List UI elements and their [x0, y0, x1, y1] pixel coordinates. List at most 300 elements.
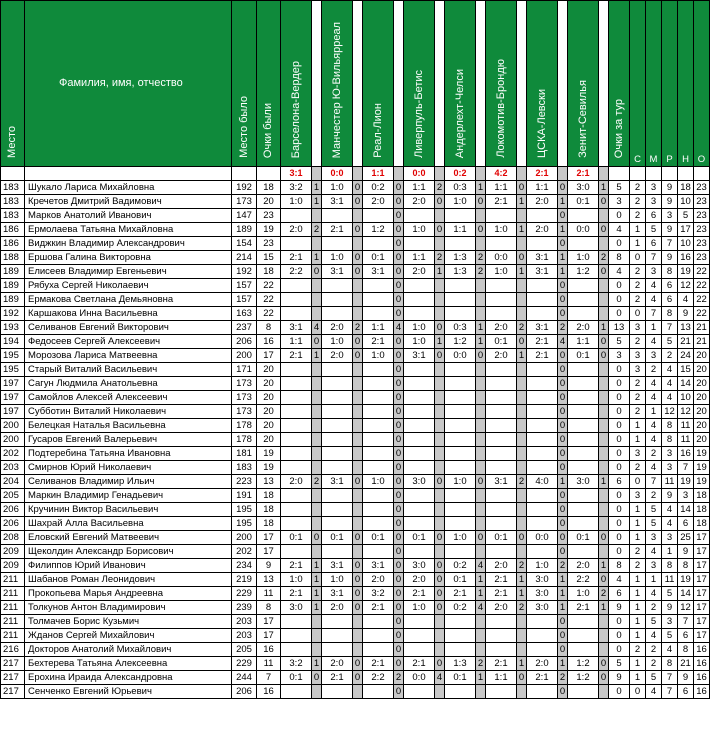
- prediction-score-cell: [353, 237, 363, 251]
- prediction-cell: [568, 461, 599, 475]
- r-cell: 3: [662, 447, 678, 461]
- n-cell: 11: [678, 419, 694, 433]
- table-row: [1, 531, 710, 545]
- prediction-score-cell: 2: [517, 321, 527, 335]
- prediction-cell: 2:1: [322, 671, 353, 685]
- c-cell: 1: [630, 657, 646, 671]
- header-name: Фамилия, имя, отчество: [25, 1, 232, 167]
- place-cell: 188: [1, 251, 25, 265]
- table-row: [1, 461, 710, 475]
- tour-points-cell: 0: [609, 293, 630, 307]
- o-cell: 17: [694, 615, 710, 629]
- place-cell: 192: [1, 307, 25, 321]
- prediction-score-cell: [312, 209, 322, 223]
- prediction-cell: [486, 629, 517, 643]
- results-blank: [662, 167, 678, 181]
- prediction-score-cell: [517, 685, 527, 699]
- prediction-score-cell: 1: [312, 195, 322, 209]
- prediction-score-cell: 1: [517, 573, 527, 587]
- prediction-cell: [568, 545, 599, 559]
- prediction-cell: 0:1: [568, 531, 599, 545]
- prediction-score-cell: 0: [394, 307, 404, 321]
- r-cell: 5: [662, 629, 678, 643]
- prediction-score-cell: 0: [394, 433, 404, 447]
- points-before-cell: 22: [257, 279, 281, 293]
- prediction-cell: 3:1: [527, 321, 558, 335]
- prediction-cell: [445, 685, 476, 699]
- c-cell: 0: [630, 251, 646, 265]
- o-cell: 22: [694, 293, 710, 307]
- prediction-cell: [445, 643, 476, 657]
- prediction-score-cell: [599, 391, 609, 405]
- name-cell: Сенченко Евгений Юрьевич: [25, 685, 232, 699]
- tour-points-cell: 0: [609, 377, 630, 391]
- prediction-cell: 2:1: [568, 601, 599, 615]
- prediction-cell: [527, 391, 558, 405]
- prediction-cell: [445, 307, 476, 321]
- tour-points-cell: 0: [609, 237, 630, 251]
- o-cell: 17: [694, 559, 710, 573]
- place-cell: 211: [1, 629, 25, 643]
- prediction-score-cell: [312, 685, 322, 699]
- m-cell: 2: [646, 489, 662, 503]
- place-before-cell: 205: [232, 643, 257, 657]
- results-blank: [517, 167, 527, 181]
- prediction-cell: [322, 643, 353, 657]
- prediction-cell: [322, 685, 353, 699]
- prediction-cell: 0:3: [445, 181, 476, 195]
- prediction-score-cell: 0: [517, 531, 527, 545]
- prediction-score-cell: [353, 461, 363, 475]
- table-row: [1, 671, 710, 685]
- c-cell: 2: [630, 195, 646, 209]
- prediction-score-cell: 0: [558, 531, 568, 545]
- prediction-score-cell: [353, 685, 363, 699]
- prediction-score-cell: 0: [353, 181, 363, 195]
- prediction-score-cell: 0: [353, 657, 363, 671]
- prediction-cell: 2:0: [322, 349, 353, 363]
- prediction-score-cell: 1: [312, 251, 322, 265]
- c-cell: 1: [630, 503, 646, 517]
- o-cell: 19: [694, 475, 710, 489]
- prediction-score-cell: 0: [394, 251, 404, 265]
- o-cell: 17: [694, 601, 710, 615]
- prediction-cell: 0:0: [445, 349, 476, 363]
- prediction-cell: 1:2: [445, 335, 476, 349]
- prediction-cell: [445, 615, 476, 629]
- prediction-cell: 1:0: [322, 251, 353, 265]
- prediction-cell: 3:0: [281, 601, 312, 615]
- prediction-cell: 0:0: [568, 223, 599, 237]
- prediction-score-cell: [517, 209, 527, 223]
- prediction-cell: [322, 461, 353, 475]
- n-cell: 6: [678, 629, 694, 643]
- m-cell: 2: [646, 363, 662, 377]
- prediction-cell: 2:2: [363, 671, 394, 685]
- n-cell: 13: [678, 321, 694, 335]
- prediction-cell: [527, 517, 558, 531]
- prediction-cell: 1:1: [363, 321, 394, 335]
- prediction-score-cell: 1: [476, 335, 486, 349]
- c-cell: 1: [630, 531, 646, 545]
- prediction-score-cell: [435, 433, 445, 447]
- prediction-cell: 2:0: [486, 349, 517, 363]
- prediction-score-cell: [435, 419, 445, 433]
- m-cell: 5: [646, 671, 662, 685]
- c-cell: 1: [630, 517, 646, 531]
- prediction-score-cell: 0: [312, 335, 322, 349]
- prediction-score-cell: [476, 377, 486, 391]
- prediction-score-cell: [435, 503, 445, 517]
- prediction-score-cell: 0: [599, 671, 609, 685]
- c-cell: 0: [630, 307, 646, 321]
- prediction-cell: 4:0: [527, 475, 558, 489]
- name-cell: Селиванов Владимир Ильич: [25, 475, 232, 489]
- prediction-score-cell: 2: [599, 587, 609, 601]
- o-cell: 16: [694, 671, 710, 685]
- m-cell: 3: [646, 195, 662, 209]
- r-cell: 3: [662, 531, 678, 545]
- prediction-cell: [363, 433, 394, 447]
- prediction-cell: [568, 293, 599, 307]
- name-cell: Селиванов Евгений Викторович: [25, 321, 232, 335]
- tour-points-cell: 0: [609, 531, 630, 545]
- prediction-cell: 2:1: [486, 573, 517, 587]
- prediction-score-cell: 0: [353, 251, 363, 265]
- prediction-cell: 2:0: [486, 559, 517, 573]
- name-cell: Докторов Анатолий Михайлович: [25, 643, 232, 657]
- prediction-score-cell: [435, 545, 445, 559]
- prediction-score-cell: 0: [312, 265, 322, 279]
- table-row: [1, 237, 710, 251]
- r-cell: 4: [662, 391, 678, 405]
- prediction-score-cell: [435, 391, 445, 405]
- prediction-cell: [486, 307, 517, 321]
- prediction-score-cell: 1: [599, 601, 609, 615]
- match-result: 2:1: [527, 167, 558, 181]
- prediction-cell: [527, 307, 558, 321]
- prediction-score-cell: 0: [476, 531, 486, 545]
- name-cell: Бехтерева Татьяна Алексеевна: [25, 657, 232, 671]
- o-cell: 23: [694, 223, 710, 237]
- place-before-cell: 192: [232, 265, 257, 279]
- prediction-cell: 3:1: [363, 265, 394, 279]
- prediction-score-cell: [353, 209, 363, 223]
- o-cell: 22: [694, 307, 710, 321]
- prediction-cell: [568, 419, 599, 433]
- place-cell: 183: [1, 181, 25, 195]
- prediction-score-cell: 0: [599, 657, 609, 671]
- prediction-score-cell: [353, 377, 363, 391]
- m-cell: 4: [646, 335, 662, 349]
- prediction-score-cell: [435, 643, 445, 657]
- prediction-score-cell: 1: [517, 587, 527, 601]
- tour-points-cell: 0: [609, 545, 630, 559]
- r-cell: 8: [662, 559, 678, 573]
- prediction-cell: [404, 363, 435, 377]
- points-before-cell: 17: [257, 531, 281, 545]
- m-cell: 3: [646, 265, 662, 279]
- prediction-score-cell: [435, 307, 445, 321]
- prediction-score-cell: [312, 503, 322, 517]
- prediction-score-cell: 0: [394, 587, 404, 601]
- prediction-score-cell: 0: [435, 559, 445, 573]
- prediction-cell: [527, 433, 558, 447]
- prediction-score-cell: [353, 517, 363, 531]
- m-cell: 4: [646, 377, 662, 391]
- prediction-score-cell: 1: [517, 657, 527, 671]
- prediction-cell: 2:0: [281, 223, 312, 237]
- prediction-cell: [445, 545, 476, 559]
- prediction-score-cell: 0: [435, 195, 445, 209]
- prediction-score-cell: [353, 545, 363, 559]
- prediction-cell: 1:3: [445, 265, 476, 279]
- prediction-score-cell: 0: [394, 279, 404, 293]
- prediction-cell: [281, 517, 312, 531]
- prediction-score-cell: 4: [476, 601, 486, 615]
- r-cell: 5: [662, 587, 678, 601]
- points-before-cell: 20: [257, 391, 281, 405]
- tour-points-cell: 8: [609, 559, 630, 573]
- prediction-cell: 3:1: [527, 251, 558, 265]
- match-result: 2:1: [568, 167, 599, 181]
- results-blank: [394, 167, 404, 181]
- place-cell: 197: [1, 405, 25, 419]
- prediction-cell: 0:1: [281, 671, 312, 685]
- prediction-cell: [322, 545, 353, 559]
- place-before-cell: 157: [232, 279, 257, 293]
- o-cell: 19: [694, 461, 710, 475]
- header-r: Р: [662, 1, 678, 167]
- m-cell: 2: [646, 447, 662, 461]
- prediction-cell: 2:1: [445, 587, 476, 601]
- prediction-cell: [322, 447, 353, 461]
- table-row: [1, 293, 710, 307]
- place-cell: 211: [1, 587, 25, 601]
- prediction-cell: 0:2: [445, 601, 476, 615]
- prediction-cell: [404, 517, 435, 531]
- prediction-score-cell: 0: [353, 573, 363, 587]
- m-cell: 1: [646, 321, 662, 335]
- prediction-score-cell: [312, 279, 322, 293]
- prediction-score-cell: [312, 405, 322, 419]
- n-cell: 9: [678, 545, 694, 559]
- table-row: [1, 405, 710, 419]
- prediction-score-cell: 1: [558, 601, 568, 615]
- prediction-score-cell: 0: [435, 601, 445, 615]
- m-cell: 6: [646, 209, 662, 223]
- prediction-score-cell: [599, 685, 609, 699]
- prediction-cell: [568, 517, 599, 531]
- prediction-cell: 0:1: [363, 251, 394, 265]
- r-cell: 8: [662, 657, 678, 671]
- prediction-cell: 3:0: [527, 587, 558, 601]
- tour-points-cell: 9: [609, 671, 630, 685]
- prediction-cell: [322, 293, 353, 307]
- prediction-cell: [363, 405, 394, 419]
- prediction-cell: 2:0: [486, 601, 517, 615]
- name-cell: Гусаров Евгений Валерьевич: [25, 433, 232, 447]
- prediction-score-cell: 0: [517, 251, 527, 265]
- o-cell: 16: [694, 643, 710, 657]
- prediction-score-cell: [435, 405, 445, 419]
- prediction-cell: [404, 433, 435, 447]
- prediction-cell: [322, 391, 353, 405]
- r-cell: 4: [662, 377, 678, 391]
- prediction-cell: [568, 307, 599, 321]
- r-cell: 6: [662, 293, 678, 307]
- prediction-score-cell: 0: [394, 405, 404, 419]
- tour-points-cell: 0: [609, 433, 630, 447]
- prediction-cell: 3:1: [527, 265, 558, 279]
- prediction-score-cell: 1: [312, 587, 322, 601]
- prediction-score-cell: 0: [353, 559, 363, 573]
- tour-points-cell: 4: [609, 265, 630, 279]
- c-cell: 2: [630, 405, 646, 419]
- prediction-cell: 1:3: [445, 657, 476, 671]
- r-cell: 9: [662, 251, 678, 265]
- prediction-score-cell: 0: [435, 475, 445, 489]
- prediction-score-cell: 4: [476, 559, 486, 573]
- prediction-cell: [568, 447, 599, 461]
- o-cell: 20: [694, 405, 710, 419]
- m-cell: 4: [646, 461, 662, 475]
- m-cell: 5: [646, 517, 662, 531]
- name-cell: Сагун Людмила Анатольевна: [25, 377, 232, 391]
- c-cell: 2: [630, 279, 646, 293]
- prediction-score-cell: 1: [476, 573, 486, 587]
- m-cell: 2: [646, 601, 662, 615]
- r-cell: 7: [662, 685, 678, 699]
- prediction-score-cell: [435, 377, 445, 391]
- results-blank: [312, 167, 322, 181]
- prediction-score-cell: 2: [435, 251, 445, 265]
- o-cell: 20: [694, 377, 710, 391]
- place-before-cell: 173: [232, 405, 257, 419]
- place-before-cell: 189: [232, 223, 257, 237]
- c-cell: 1: [630, 615, 646, 629]
- prediction-cell: [445, 391, 476, 405]
- place-before-cell: 171: [232, 363, 257, 377]
- n-cell: 12: [678, 601, 694, 615]
- prediction-score-cell: 1: [558, 223, 568, 237]
- place-cell: 202: [1, 447, 25, 461]
- n-cell: 8: [678, 559, 694, 573]
- prediction-score-cell: 1: [517, 349, 527, 363]
- prediction-cell: 0:1: [322, 531, 353, 545]
- prediction-score-cell: [599, 629, 609, 643]
- prediction-cell: 3:1: [363, 559, 394, 573]
- o-cell: 20: [694, 391, 710, 405]
- place-before-cell: 203: [232, 615, 257, 629]
- prediction-score-cell: [476, 503, 486, 517]
- name-cell: Прокопьева Марья Андреевна: [25, 587, 232, 601]
- table-row: [1, 643, 710, 657]
- prediction-cell: 2:0: [322, 321, 353, 335]
- prediction-cell: 2:0: [322, 657, 353, 671]
- r-cell: 8: [662, 419, 678, 433]
- prediction-cell: [445, 209, 476, 223]
- table-row: [1, 223, 710, 237]
- header-o: О: [694, 1, 710, 167]
- place-cell: 193: [1, 321, 25, 335]
- points-before-cell: 16: [257, 643, 281, 657]
- table-row: [1, 391, 710, 405]
- prediction-cell: [281, 237, 312, 251]
- prediction-cell: [568, 615, 599, 629]
- table-row: [1, 475, 710, 489]
- o-cell: 17: [694, 629, 710, 643]
- n-cell: 7: [678, 615, 694, 629]
- prediction-score-cell: [435, 615, 445, 629]
- prediction-cell: [363, 447, 394, 461]
- tour-points-cell: 0: [609, 461, 630, 475]
- prediction-score-cell: 0: [435, 587, 445, 601]
- prediction-cell: [363, 545, 394, 559]
- o-cell: 16: [694, 657, 710, 671]
- o-cell: 20: [694, 349, 710, 363]
- prediction-score-cell: [476, 629, 486, 643]
- prediction-score-cell: 1: [558, 475, 568, 489]
- prediction-cell: [363, 293, 394, 307]
- place-before-cell: 157: [232, 293, 257, 307]
- prediction-score-cell: 0: [558, 685, 568, 699]
- name-cell: Шукало Лариса Михайловна: [25, 181, 232, 195]
- prediction-score-cell: 0: [394, 517, 404, 531]
- prediction-cell: [322, 433, 353, 447]
- c-cell: 1: [630, 671, 646, 685]
- points-before-cell: 19: [257, 223, 281, 237]
- prediction-score-cell: 1: [558, 657, 568, 671]
- table-row: [1, 209, 710, 223]
- prediction-cell: [363, 685, 394, 699]
- header-n: Н: [678, 1, 694, 167]
- name-cell: Шабанов Роман Леонидович: [25, 573, 232, 587]
- name-cell: Рябуха Сергей Николаевич: [25, 279, 232, 293]
- prediction-cell: 1:1: [445, 223, 476, 237]
- name-cell: Маркин Владимир Генадьевич: [25, 489, 232, 503]
- m-cell: 4: [646, 391, 662, 405]
- prediction-score-cell: 0: [558, 279, 568, 293]
- prediction-score-cell: [435, 279, 445, 293]
- prediction-score-cell: 0: [558, 433, 568, 447]
- prediction-cell: 3:0: [527, 601, 558, 615]
- prediction-cell: [404, 545, 435, 559]
- prediction-score-cell: 0: [394, 377, 404, 391]
- tour-points-cell: 0: [609, 615, 630, 629]
- points-before-cell: 20: [257, 363, 281, 377]
- place-before-cell: 147: [232, 209, 257, 223]
- place-before-cell: 244: [232, 671, 257, 685]
- table-row: [1, 377, 710, 391]
- prediction-score-cell: [435, 629, 445, 643]
- prediction-score-cell: 0: [558, 307, 568, 321]
- prediction-cell: 2:1: [527, 335, 558, 349]
- header-match-6: Локомотив-Брондю: [486, 1, 517, 167]
- place-before-cell: 206: [232, 335, 257, 349]
- prediction-score-cell: 0: [558, 377, 568, 391]
- prediction-score-cell: 1: [312, 181, 322, 195]
- place-cell: 189: [1, 265, 25, 279]
- prediction-score-cell: 0: [435, 657, 445, 671]
- place-cell: 194: [1, 335, 25, 349]
- prediction-cell: [363, 363, 394, 377]
- name-cell: Жданов Сергей Михайлович: [25, 629, 232, 643]
- name-cell: Ермакова Светлана Демьяновна: [25, 293, 232, 307]
- name-cell: Самойлов Алексей Алексеевич: [25, 391, 232, 405]
- prediction-score-cell: [312, 643, 322, 657]
- place-before-cell: 234: [232, 559, 257, 573]
